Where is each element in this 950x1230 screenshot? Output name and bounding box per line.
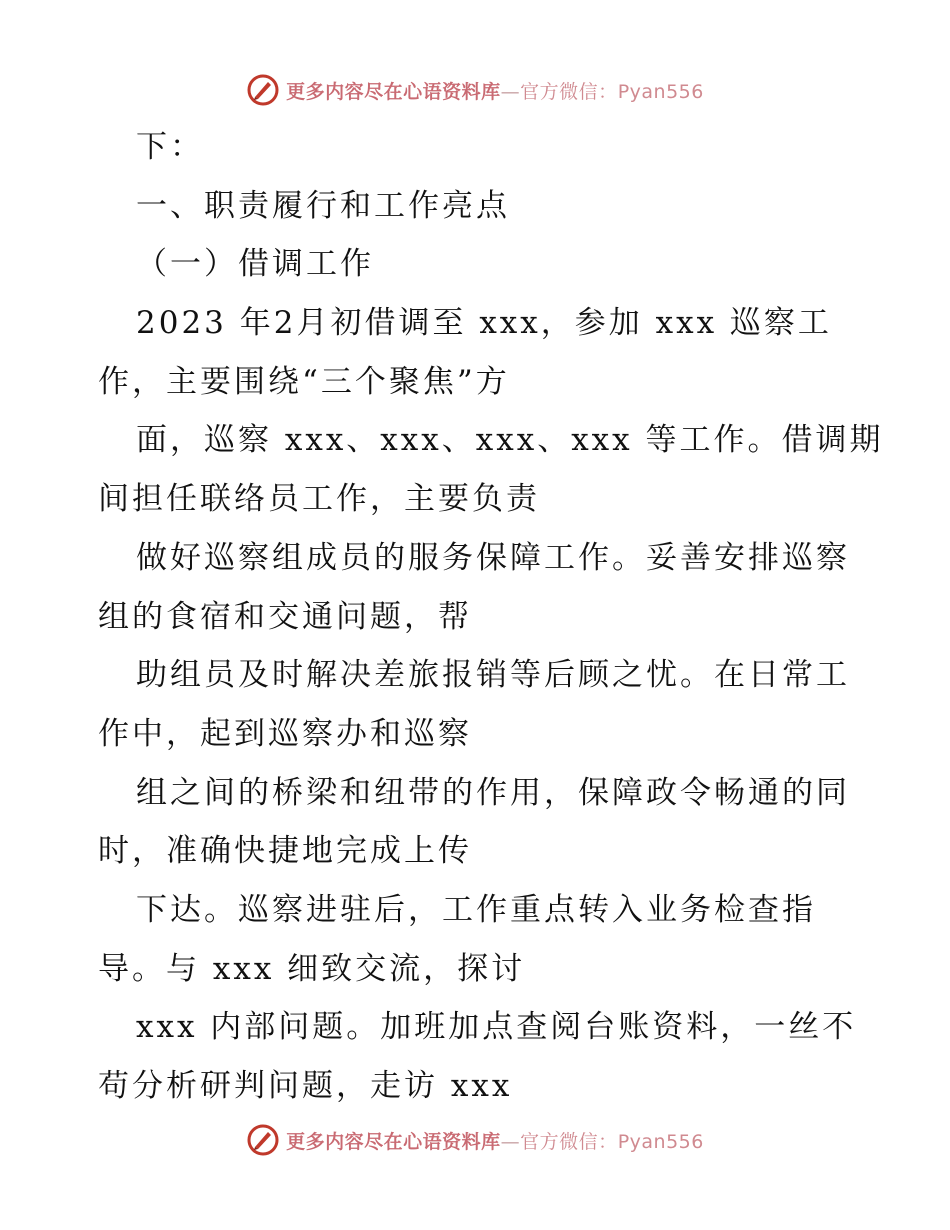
- body-line: 组的食宿和交通问题，帮: [98, 598, 472, 635]
- body-line: 组之间的桥梁和纽带的作用，保障政令畅通的同: [136, 774, 850, 811]
- body-line: 作中，起到巡察办和巡察: [98, 715, 472, 752]
- footer-watermark: [0, 1120, 950, 1160]
- body-line: 面，巡察 xxx、xxx、xxx、xxx 等工作。借调期: [136, 422, 884, 459]
- watermark-text: [286, 77, 704, 104]
- subsection-heading: （一）借调工作: [136, 246, 374, 283]
- body-line: xxx 内部问题。加班加点查阅台账资料，一丝不: [136, 1009, 857, 1046]
- quill-logo-icon: [246, 73, 280, 107]
- body-line: 间担任联络员工作，主要负责: [98, 481, 540, 518]
- watermark-wechat-id: Pyan556: [617, 1130, 704, 1153]
- watermark-text: [286, 1127, 704, 1154]
- watermark-wechat-id: Pyan556: [617, 80, 704, 103]
- body-line: 做好巡察组成员的服务保障工作。妥善安排巡察: [136, 539, 850, 576]
- body-line: 助组员及时解决差旅报销等后顾之忧。在日常工: [136, 657, 850, 694]
- watermark-brand: 更多内容尽在心语资料库: [286, 1130, 501, 1153]
- section-heading: 一、职责履行和工作亮点: [136, 187, 510, 224]
- body-line: 2023 年2月初借调至 xxx，参加 xxx 巡察工: [136, 305, 832, 342]
- body-line: 时，准确快捷地完成上传: [98, 833, 472, 870]
- watermark-brand: 更多内容尽在心语资料库: [286, 80, 501, 103]
- quill-logo-icon: [246, 1123, 280, 1157]
- body-line: 作，主要围绕“三个聚焦”方: [98, 363, 510, 400]
- body-line: 导。与 xxx 细致交流，探讨: [98, 950, 526, 987]
- body-line: 苟分析研判问题，走访 xxx: [98, 1068, 513, 1104]
- body-line: 下：: [136, 129, 204, 165]
- body-line: 下达。巡察进驻后，工作重点转入业务检查指: [136, 891, 816, 928]
- watermark-contact-label: 官方微信：: [520, 1130, 618, 1153]
- watermark-contact-label: 官方微信：: [520, 80, 618, 103]
- watermark-dash: —: [500, 1130, 521, 1153]
- watermark-dash: —: [500, 80, 521, 103]
- document-body: [98, 118, 884, 1116]
- header-watermark: [0, 70, 950, 110]
